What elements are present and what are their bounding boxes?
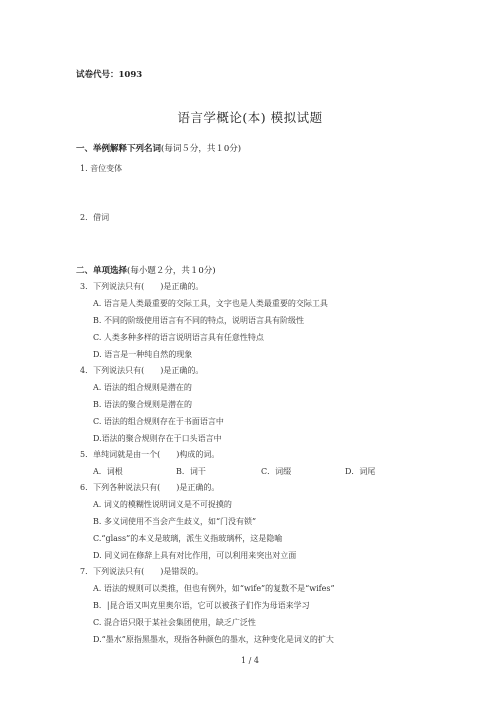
section-2-heading-bold: 二、单项选择 [76,266,128,276]
term-item: 2．借词 [80,213,110,222]
answer-option: A. 语言是人类最重要的交际工具，文字也是人类最重要的交际工具 [93,299,328,308]
question-stem: 5．单纯词就是由一个( )构成的词。 [80,450,220,459]
answer-option: B．|昆合语又叫克里奥尔语，它可以被孩子们作为母语来学习 [93,601,310,610]
section-2-heading-note: (每小题２分，共１0分) [127,266,216,276]
paper-code: 试卷代号：1093 [76,70,143,80]
question-stem: 7．下列说法只有( )是错误的。 [80,567,204,576]
answer-option: B. 多义词使用不当会产生歧义，如“门没有锁” [93,517,257,526]
answer-option: C. 混合语只限于某社会集团使用，缺乏广泛性 [93,618,256,627]
answer-option: D.语法的聚合规则存在于口头语言中 [93,434,222,443]
section-1-heading-bold: 一、举例解释下列名词 [76,144,162,154]
answer-option: A. 语法的规则可以类推，但也有例外，如“wife”的复数不是“wifes” [93,584,335,593]
answer-option: D. 语言是一种纯自然的现象 [93,350,193,359]
answer-option: B. 不同的阶级使用语言有不同的特点，说明语言具有阶级性 [93,316,304,325]
section-1-heading [76,142,241,154]
answer-option: C. 语法的组合规则存在于书面语言中 [93,417,224,426]
term-item: 1. 音位变体 [80,164,123,173]
question-stem: 4．下列说法只有( )是正确的。 [80,366,204,375]
answer-option: D. 同义词在修辞上具有对比作用，可以利用来突出对立面 [93,551,297,560]
question-stem: 3．下列说法只有( )是正确的。 [80,282,204,291]
answer-option: C．词缀 [261,467,292,476]
page-title: 语言学概论(本) 模拟试题 [177,110,323,125]
answer-option: D.“墨水”原指黑墨水，现指各种颜色的墨水，这种变化是词义的扩大 [93,635,334,644]
answer-option: A. 语法的组合规则是潜在的 [93,383,192,392]
answer-option: A. 词义的模糊性说明词义是不可捉摸的 [93,500,232,509]
answer-option: A．词根 [93,467,123,476]
section-2-heading [76,264,216,276]
answer-option: B. 语法的聚合规则是潜在的 [93,400,192,409]
page-number: 1 / 4 [241,656,259,665]
section-1-heading-note: (每词５分，共１0分) [161,144,242,154]
answer-option: C.“glass”的本义是玻璃，派生义指玻璃杯，这是隐喻 [93,534,283,543]
question-stem: 6．下列各种说法只有( )是正确的。 [80,483,220,492]
answer-option: C. 人类多种多样的语言说明语言具有任意性特点 [93,333,264,342]
answer-option: D．词尾 [345,467,376,476]
answer-option: B．词干 [176,467,206,476]
